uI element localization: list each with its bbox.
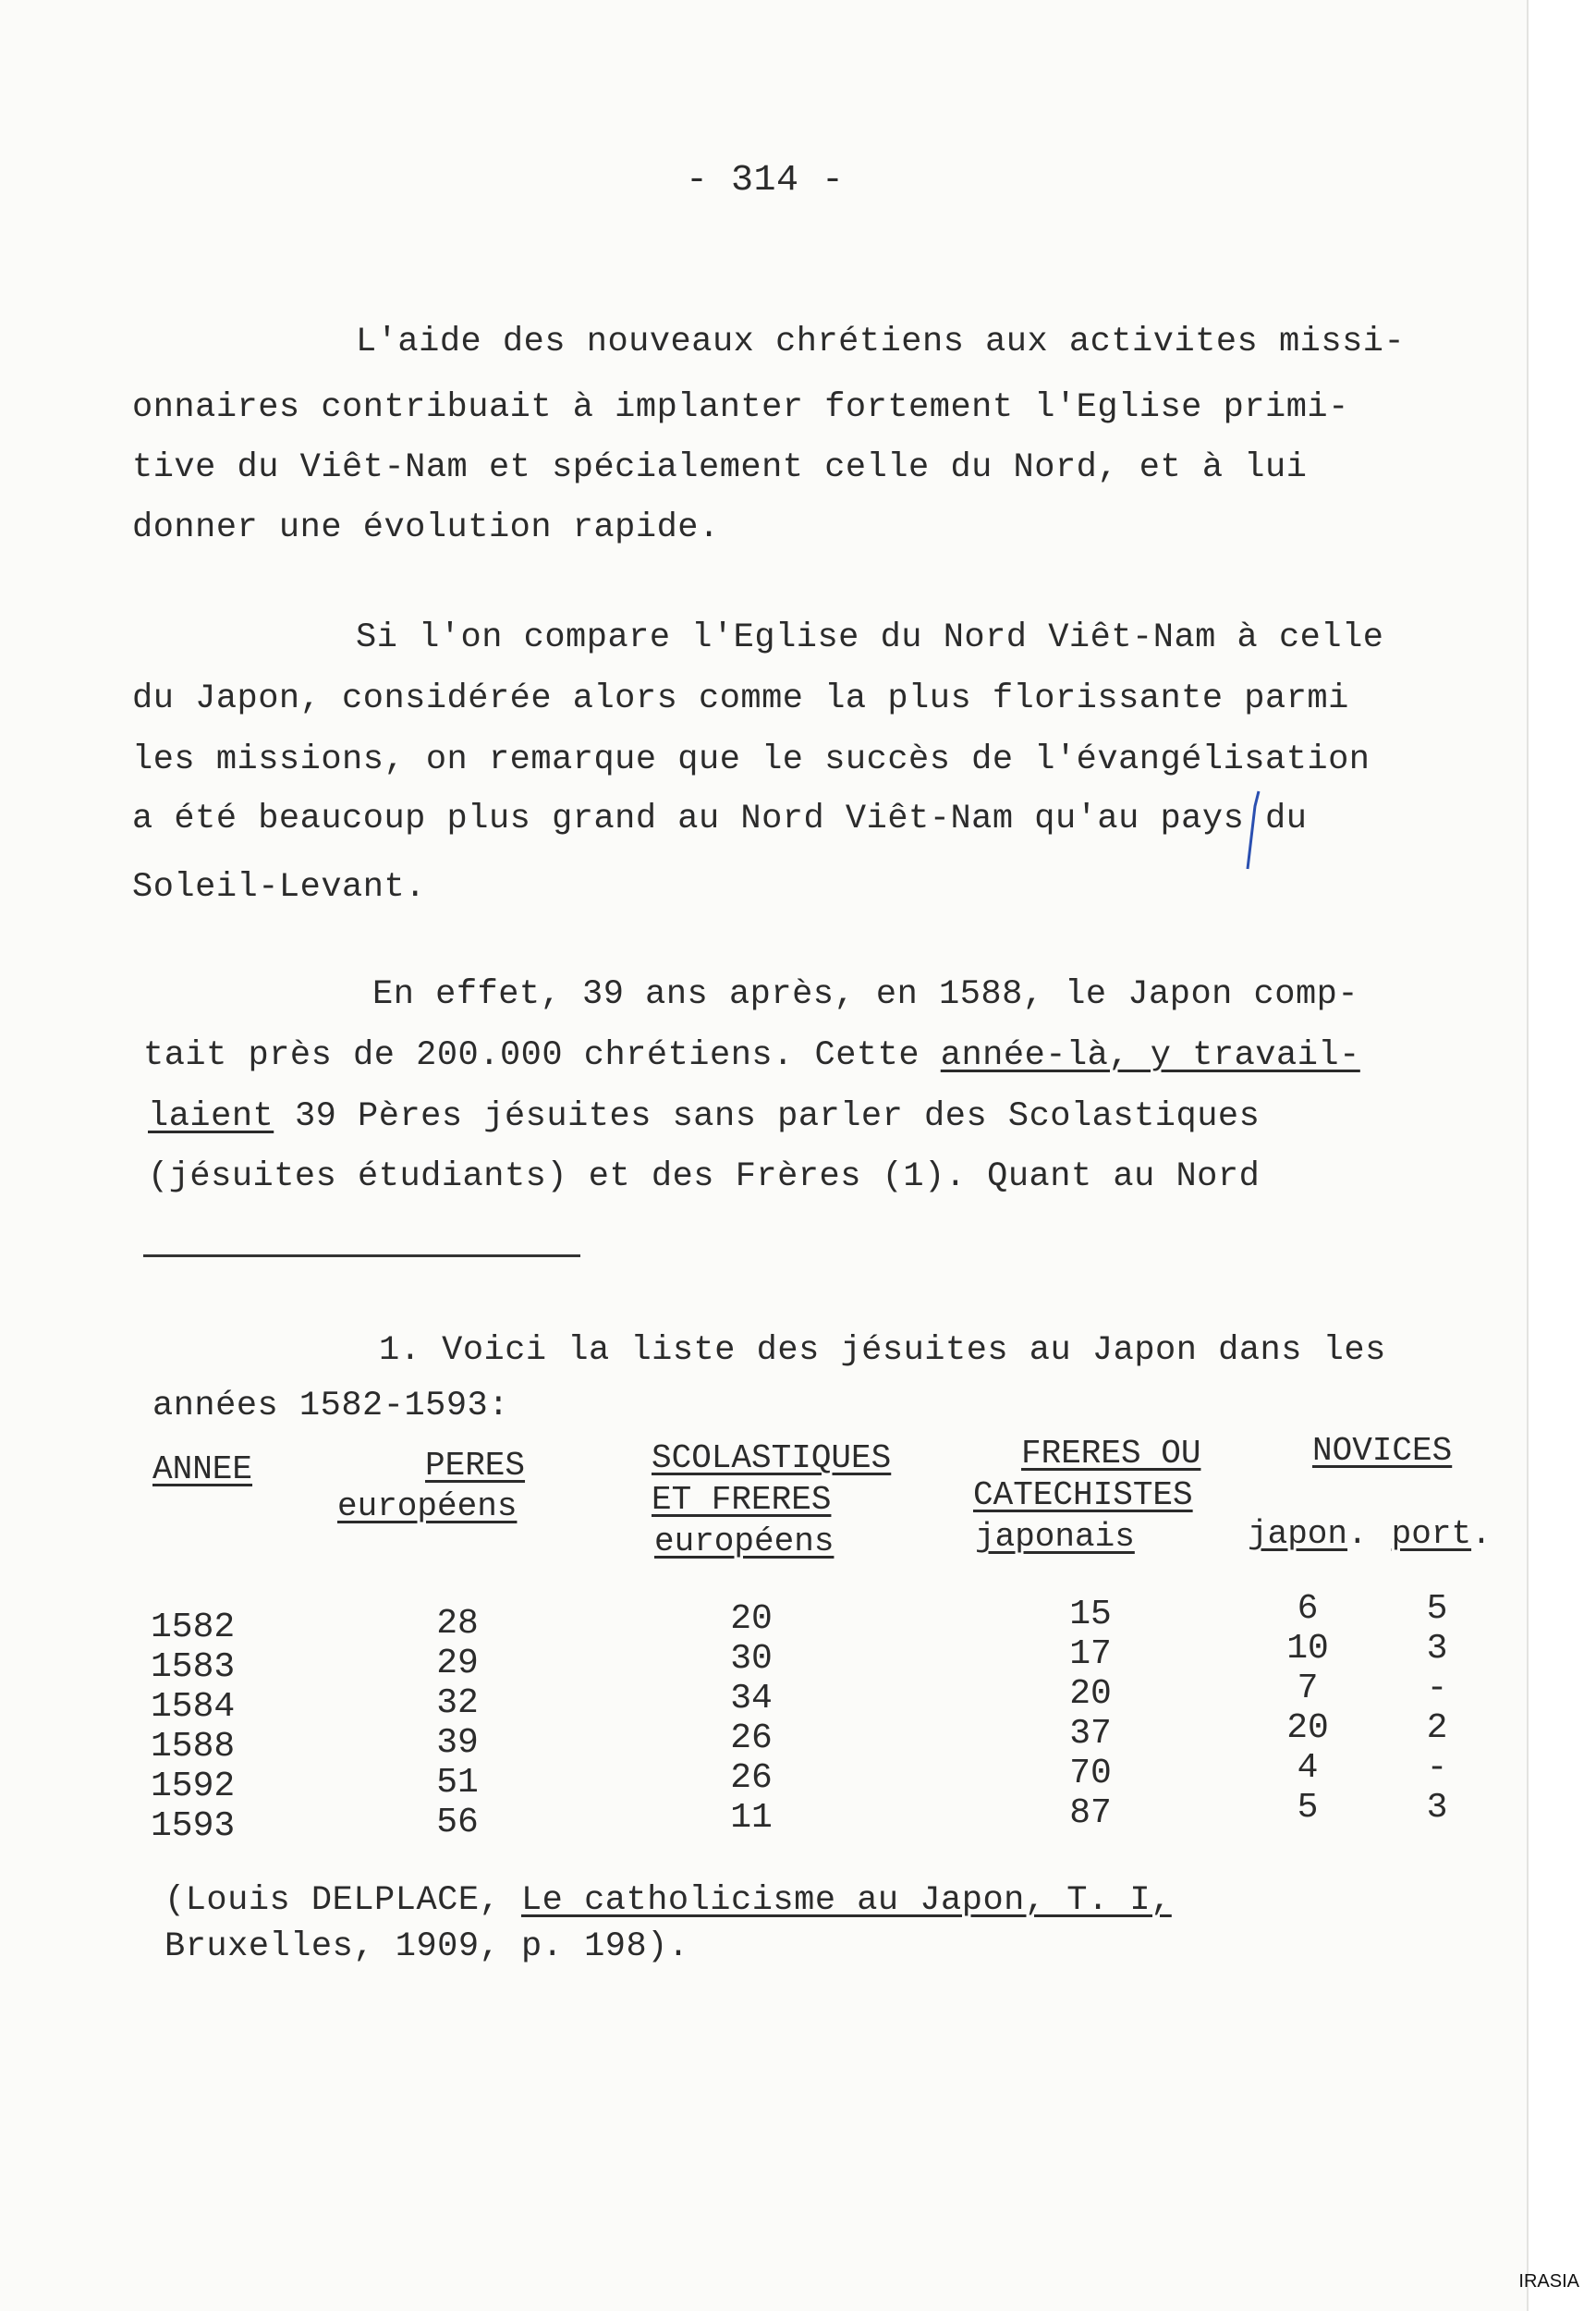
header-annee: ANNEE [152, 1450, 253, 1488]
cell-year: 1582 [151, 1608, 236, 1647]
cell-japon: 5 [1297, 1788, 1319, 1828]
cell-port: - [1426, 1748, 1448, 1788]
cell-scol: 26 [730, 1758, 773, 1798]
header-novices-japon: japon [1248, 1515, 1348, 1553]
header-freres-ou: FRERES OU [1021, 1435, 1201, 1473]
cell-freres: 37 [1069, 1714, 1112, 1754]
paragraph-2-line-2: du Japon, considérée alors comme la plus florissante parmi [132, 679, 1349, 718]
cell-japon: 4 [1297, 1748, 1319, 1788]
cell-freres: 15 [1069, 1595, 1112, 1634]
header-novices-port: port [1391, 1515, 1472, 1553]
cell-japon: 20 [1286, 1708, 1329, 1748]
cell-scol: 20 [730, 1599, 773, 1639]
footnote-line-2: années 1582-1593: [152, 1387, 509, 1425]
source-title: Le catholicisme au Japon, T. I, [520, 1881, 1172, 1920]
cell-port: 3 [1426, 1629, 1448, 1669]
cell-port: - [1426, 1669, 1448, 1708]
cell-peres: 39 [436, 1723, 479, 1763]
cell-japon: 7 [1297, 1669, 1319, 1708]
paragraph-3-line-3-text: 39 Pères jésuites sans parler des Scolastiques [274, 1097, 1261, 1136]
cell-scol: 26 [730, 1718, 773, 1758]
underlined-laient: laient [148, 1097, 274, 1136]
cell-year: 1583 [151, 1647, 236, 1687]
header-japonais: japonais [975, 1518, 1135, 1556]
header-peres-europeens: européens [337, 1487, 518, 1525]
cell-year: 1588 [151, 1727, 236, 1767]
header-novices-sub [1248, 1515, 1492, 1553]
cell-year: 1592 [151, 1767, 236, 1806]
header-catechistes: CATECHISTES [973, 1476, 1193, 1514]
source-author: (Louis DELPLACE, [164, 1881, 521, 1920]
cell-peres: 29 [436, 1644, 479, 1683]
paragraph-3-line-2 [143, 1036, 1360, 1075]
paragraph-3-line-3 [148, 1097, 1261, 1136]
underlined-annee-la: année-là, y travail- [940, 1036, 1360, 1075]
header-novices-dot-2: . [1471, 1515, 1492, 1553]
cell-freres: 70 [1069, 1754, 1112, 1793]
cell-freres: 87 [1069, 1793, 1112, 1833]
cell-japon: 10 [1286, 1629, 1329, 1669]
source-line-1 [164, 1881, 1172, 1920]
header-novices-dot: . [1347, 1515, 1368, 1553]
header-scol-europeens: européens [654, 1522, 835, 1560]
page-number: - 314 - [686, 160, 845, 202]
cell-year: 1593 [151, 1806, 236, 1846]
footnote-line-1: 1. Voici la liste des jésuites au Japon dans les [379, 1331, 1386, 1370]
paragraph-3-line-1: En effet, 39 ans après, en 1588, le Japon comp- [372, 975, 1359, 1014]
cell-peres: 56 [436, 1803, 479, 1842]
paragraph-1-line-4: donner une évolution rapide. [132, 508, 720, 547]
cell-year: 1584 [151, 1687, 236, 1727]
cell-scol: 34 [730, 1679, 773, 1718]
header-peres: PERES [425, 1447, 526, 1485]
paragraph-1-line-2: onnaires contribuait à implanter fortement l'Eglise primi- [132, 388, 1349, 427]
cell-peres: 32 [436, 1683, 479, 1723]
cell-freres: 17 [1069, 1634, 1112, 1674]
cell-port: 3 [1426, 1788, 1448, 1828]
cell-scol: 30 [730, 1639, 773, 1679]
cell-peres: 51 [436, 1763, 479, 1803]
paragraph-2-line-3: les missions, on remarque que le succès de l'évangélisation [132, 740, 1371, 779]
watermark: IRASIA [1518, 2271, 1579, 2292]
header-et-freres: ET FRERES [652, 1481, 832, 1519]
cell-japon: 6 [1297, 1589, 1319, 1629]
cell-port: 5 [1426, 1589, 1448, 1629]
cell-port: 2 [1426, 1708, 1448, 1748]
cell-scol: 11 [730, 1798, 773, 1838]
cell-freres: 20 [1069, 1674, 1112, 1714]
paragraph-1-line-3: tive du Viêt-Nam et spécialement celle du Nord, et à lui [132, 448, 1308, 487]
paragraph-2-line-5: Soleil-Levant. [132, 868, 426, 907]
paragraph-2-line-1: Si l'on compare l'Eglise du Nord Viêt-Nam à celle [356, 618, 1384, 657]
pen-correction-mark [1238, 788, 1266, 873]
paragraph-1-line-1: L'aide des nouveaux chrétiens aux activites missi- [356, 323, 1406, 361]
footnote-separator [143, 1254, 580, 1257]
paragraph-2-line-4: a été beaucoup plus grand au Nord Viêt-Nam qu'au pays du [132, 800, 1308, 838]
source-line-2: Bruxelles, 1909, p. 198). [164, 1927, 689, 1966]
paragraph-3-line-4: (jésuites étudiants) et des Frères (1). Quant au Nord [148, 1157, 1261, 1196]
paragraph-3-line-2-text: tait près de 200.000 chrétiens. Cette [143, 1036, 941, 1075]
header-scolastiques: SCOLASTIQUES [652, 1439, 892, 1477]
cell-peres: 28 [436, 1604, 479, 1644]
header-novices: NOVICES [1312, 1432, 1453, 1470]
